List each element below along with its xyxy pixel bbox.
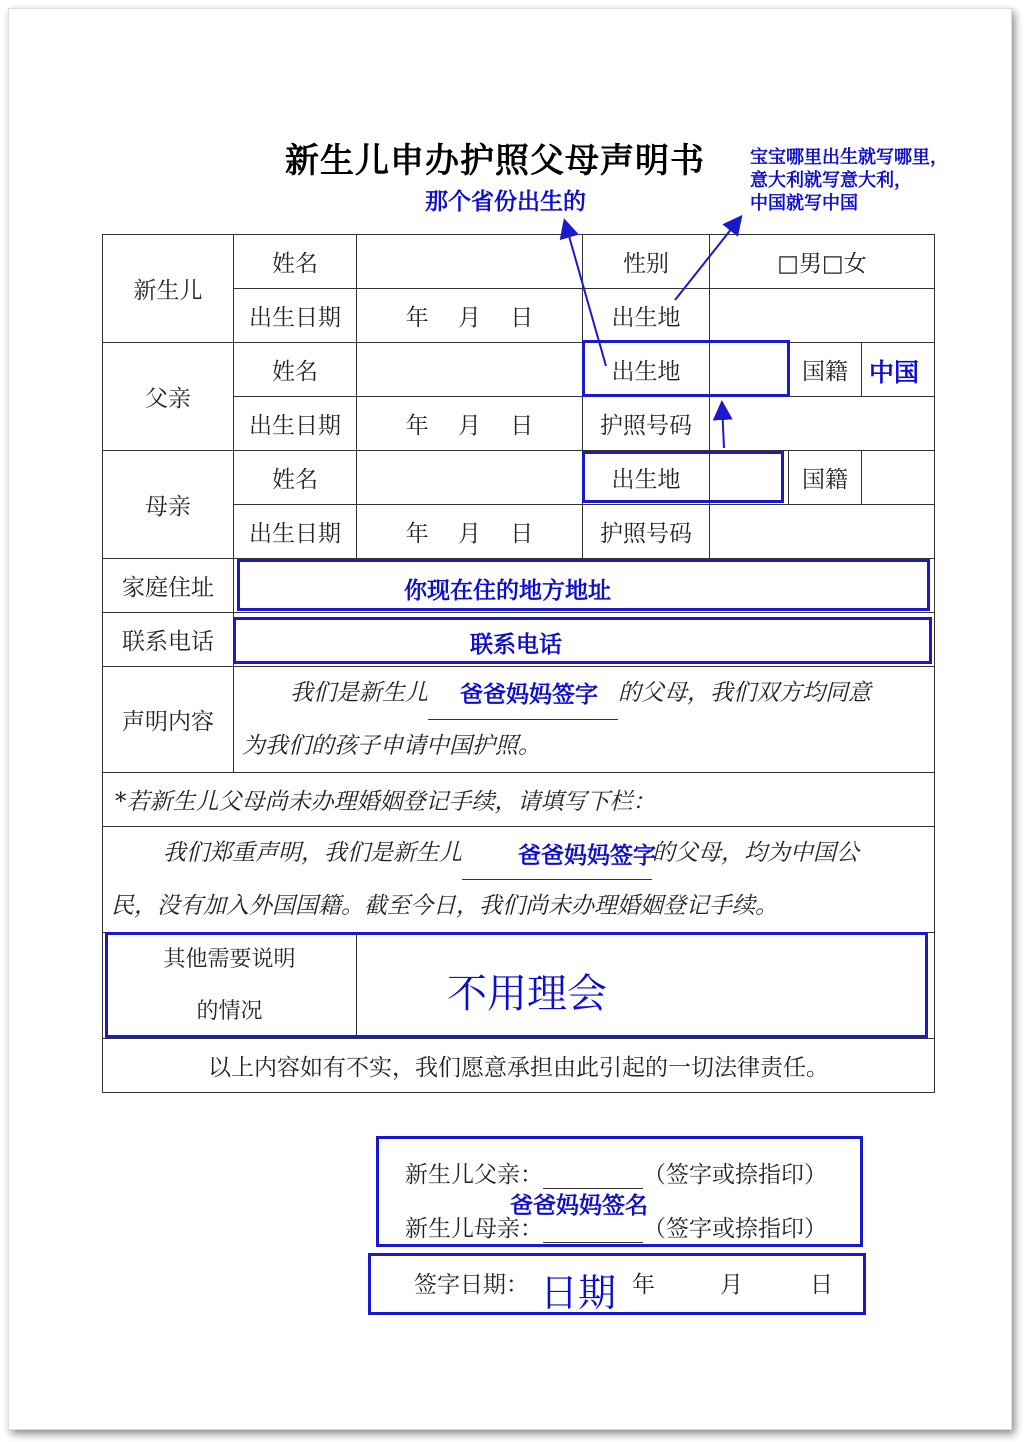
newborn-name-label: 姓名	[234, 235, 357, 289]
mother-signature-blank[interactable]	[543, 1220, 643, 1243]
statement-text: 的父母，我们双方均同意	[618, 680, 871, 706]
place-note-line: 中国就写中国	[750, 193, 858, 214]
place-note-line: 意大利就写意大利，	[750, 170, 912, 191]
sign-suffix: （签字或捺指印）	[643, 1216, 827, 1242]
father-signature-line	[405, 1156, 827, 1189]
address-label: 家庭住址	[103, 559, 234, 613]
father-passport-label: 护照号码	[583, 397, 710, 451]
other-hint: 不用理会	[447, 971, 607, 1017]
mother-name-label: 姓名	[234, 451, 357, 505]
father-label: 父亲	[103, 343, 234, 451]
mother-label: 母亲	[103, 451, 234, 559]
declaration-text: 民，没有加入外国国籍。截至今日，我们尚未办理婚姻登记手续。	[111, 893, 778, 919]
place-note-line: 宝宝哪里出生就写哪里，	[750, 147, 948, 168]
newborn-birthdate-label: 出生日期	[234, 289, 357, 343]
mother-signature-label: 新生儿母亲：	[405, 1216, 543, 1242]
statement-text: 为我们的孩子申请中国护照。	[242, 733, 541, 759]
father-birthdate-field[interactable]: 年 月 日	[357, 397, 583, 451]
declaration-text: 我们郑重声明，我们是新生儿	[163, 840, 462, 866]
unmarried-note: *若新生儿父母尚未办理婚姻登记手续，请填写下栏：	[103, 773, 935, 827]
declaration-text: 的父母，均为中国公	[652, 840, 859, 866]
father-name-label: 姓名	[234, 343, 357, 397]
date-day: 日	[810, 1272, 833, 1298]
other-label-line: 其他需要说明	[163, 946, 296, 972]
father-signature-label: 新生儿父亲：	[405, 1162, 543, 1188]
mother-birthdate-field[interactable]: 年 月 日	[357, 505, 583, 559]
father-nationality-hint: 中国	[869, 358, 920, 387]
date-month: 月	[720, 1272, 743, 1298]
mother-nationality-label: 国籍	[789, 451, 862, 505]
parents-sign-hint: 爸爸妈妈签名	[510, 1193, 648, 1219]
newborn-birthplace-label: 出生地	[583, 289, 710, 343]
father-birthdate-label: 出生日期	[234, 397, 357, 451]
other-label-line: 的情况	[196, 998, 263, 1024]
address-hint: 你现在住的地方地址	[404, 578, 611, 604]
date-label: 签字日期：	[414, 1272, 529, 1298]
date-year: 年	[632, 1272, 655, 1298]
document-title: 新生儿申办护照父母声明书	[285, 141, 705, 181]
mother-birthplace-label: 出生地	[583, 451, 710, 505]
province-note: 那个省份出生的	[425, 189, 586, 215]
phone-label: 联系电话	[103, 613, 234, 667]
gender-options[interactable]: □男□女	[710, 235, 935, 289]
phone-hint: 联系电话	[470, 632, 562, 658]
province-arrow	[565, 222, 606, 366]
statement-label: 声明内容	[103, 667, 234, 773]
newborn-gender-label: 性别	[583, 235, 710, 289]
newborn-birthdate-field[interactable]: 年 月 日	[357, 289, 583, 343]
mother-passport-label: 护照号码	[583, 505, 710, 559]
passport-arrow	[722, 404, 724, 448]
father-signature-blank[interactable]	[543, 1166, 643, 1189]
statement-text: 我们是新生儿	[290, 680, 428, 706]
mother-birthdate-label: 出生日期	[234, 505, 357, 559]
father-birthplace-label: 出生地	[583, 343, 710, 397]
father-nationality-label: 国籍	[789, 343, 862, 397]
date-hint: 日期	[540, 1271, 617, 1315]
liability-statement: 以上内容如有不实，我们愿意承担由此引起的一切法律责任。	[103, 1039, 935, 1093]
sign-suffix: （签字或捺指印）	[643, 1162, 827, 1188]
declaration-signature-hint: 爸爸妈妈签字	[518, 843, 656, 869]
statement-signature-hint: 爸爸妈妈签字	[460, 682, 598, 708]
place-arrow	[675, 218, 740, 300]
newborn-label: 新生儿	[103, 235, 234, 343]
